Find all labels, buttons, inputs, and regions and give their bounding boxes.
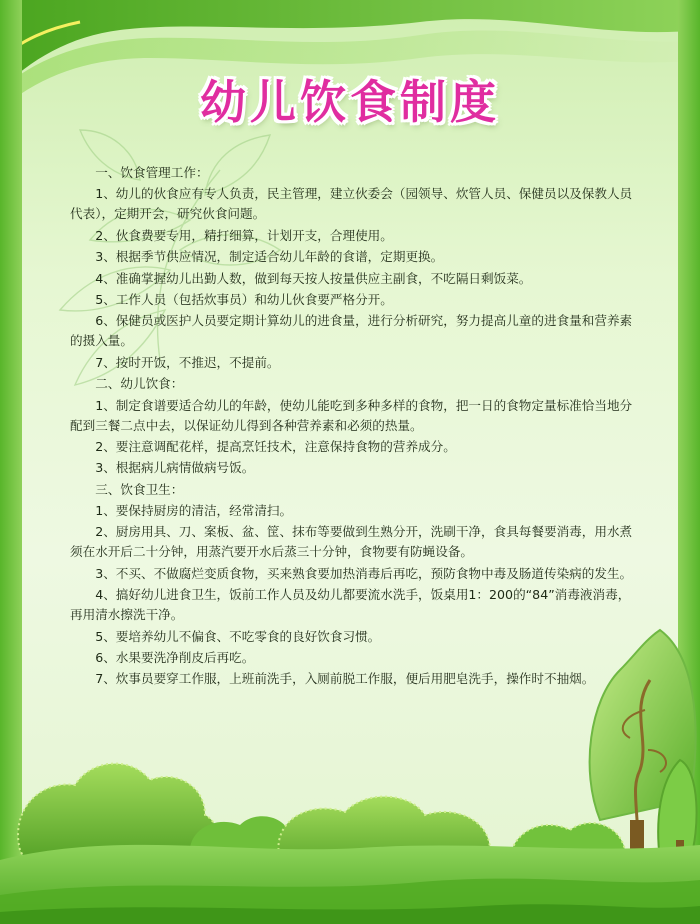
rule-item: 6、水果要洗净削皮后再吃。: [95, 650, 255, 666]
rule-item: 4、搞好幼儿进食卫生，饭前工作人员及幼儿都要流水洗手，饭桌用1：200的“84”消毒液消毒，再用清水擦洗干净。: [70, 587, 631, 623]
rule-item: 1、要保持厨房的清洁，经常清扫。: [95, 503, 293, 519]
rule-item: 1、制定食谱要适合幼儿的年龄，使幼儿能吃到多种多样的食物，把一日的食物定量标准恰当地分配到三餐二点中去，以保证幼儿得到各种营养素和必须的热量。: [70, 397, 633, 433]
rule-item: 2、厨房用具、刀、案板、盆、筐、抹布等要做到生熟分开，洗刷干净，食具每餐要消毒，用水煮须在水开后二十分钟，用蒸汽要开水后蒸三十分钟，食物要有防蝇设备。: [70, 524, 633, 560]
rule-item: 4、准确掌握幼儿出勤人数，做到每天按人按量供应主副食，不吃隔日剩饭菜。: [95, 270, 532, 286]
rule-item: 2、伙食费要专用，精打细算，计划开支，合理使用。: [95, 227, 393, 243]
rule-item: 5、要培养幼儿不偏食、不吃零食的良好饮食习惯。: [95, 628, 381, 644]
section-heading: 三、饮食卫生：: [95, 481, 184, 497]
rule-item: 3、根据病儿病情做病号饭。: [95, 460, 255, 476]
rules-text: [70, 163, 642, 691]
rule-item: 1、幼儿的伙食应有专人负责，民主管理，建立伙委会（园领导、炊管人员、保健员以及保教人员代表），定期开会，研究伙食问题。: [70, 186, 633, 222]
rule-item: 5、工作人员（包括炊事员）和幼儿伙食要严格分开。: [95, 291, 393, 307]
rule-item: 2、要注意调配花样，提高烹饪技术，注意保持食物的营养成分。: [95, 438, 456, 454]
page-title: 幼儿饮食制度: [200, 75, 500, 129]
rule-item: 3、不买、不做腐烂变质食物，买来熟食要加热消毒后再吃，预防食物中毒及肠道传染病的发生。: [95, 565, 633, 581]
rule-item: 3、根据季节供应情况，制定适合幼儿年龄的食谱，定期更换。: [95, 249, 444, 265]
rule-item: 7、炊事员要穿工作服，上班前洗手，入厕前脱工作服，便后用肥皂洗手，操作时不抽烟。: [95, 671, 595, 687]
rule-item: 6、保健员或医护人员要定期计算幼儿的进食量，进行分析研究，努力提高儿童的进食量和营养素的摄入量。: [70, 313, 633, 349]
rule-item: 7、按时开饭，不推迟，不提前。: [95, 354, 280, 370]
section-heading: 二、幼儿饮食：: [95, 376, 184, 392]
bushes-and-tree-illustration: [0, 620, 700, 924]
section-heading: 一、饮食管理工作：: [95, 165, 209, 180]
